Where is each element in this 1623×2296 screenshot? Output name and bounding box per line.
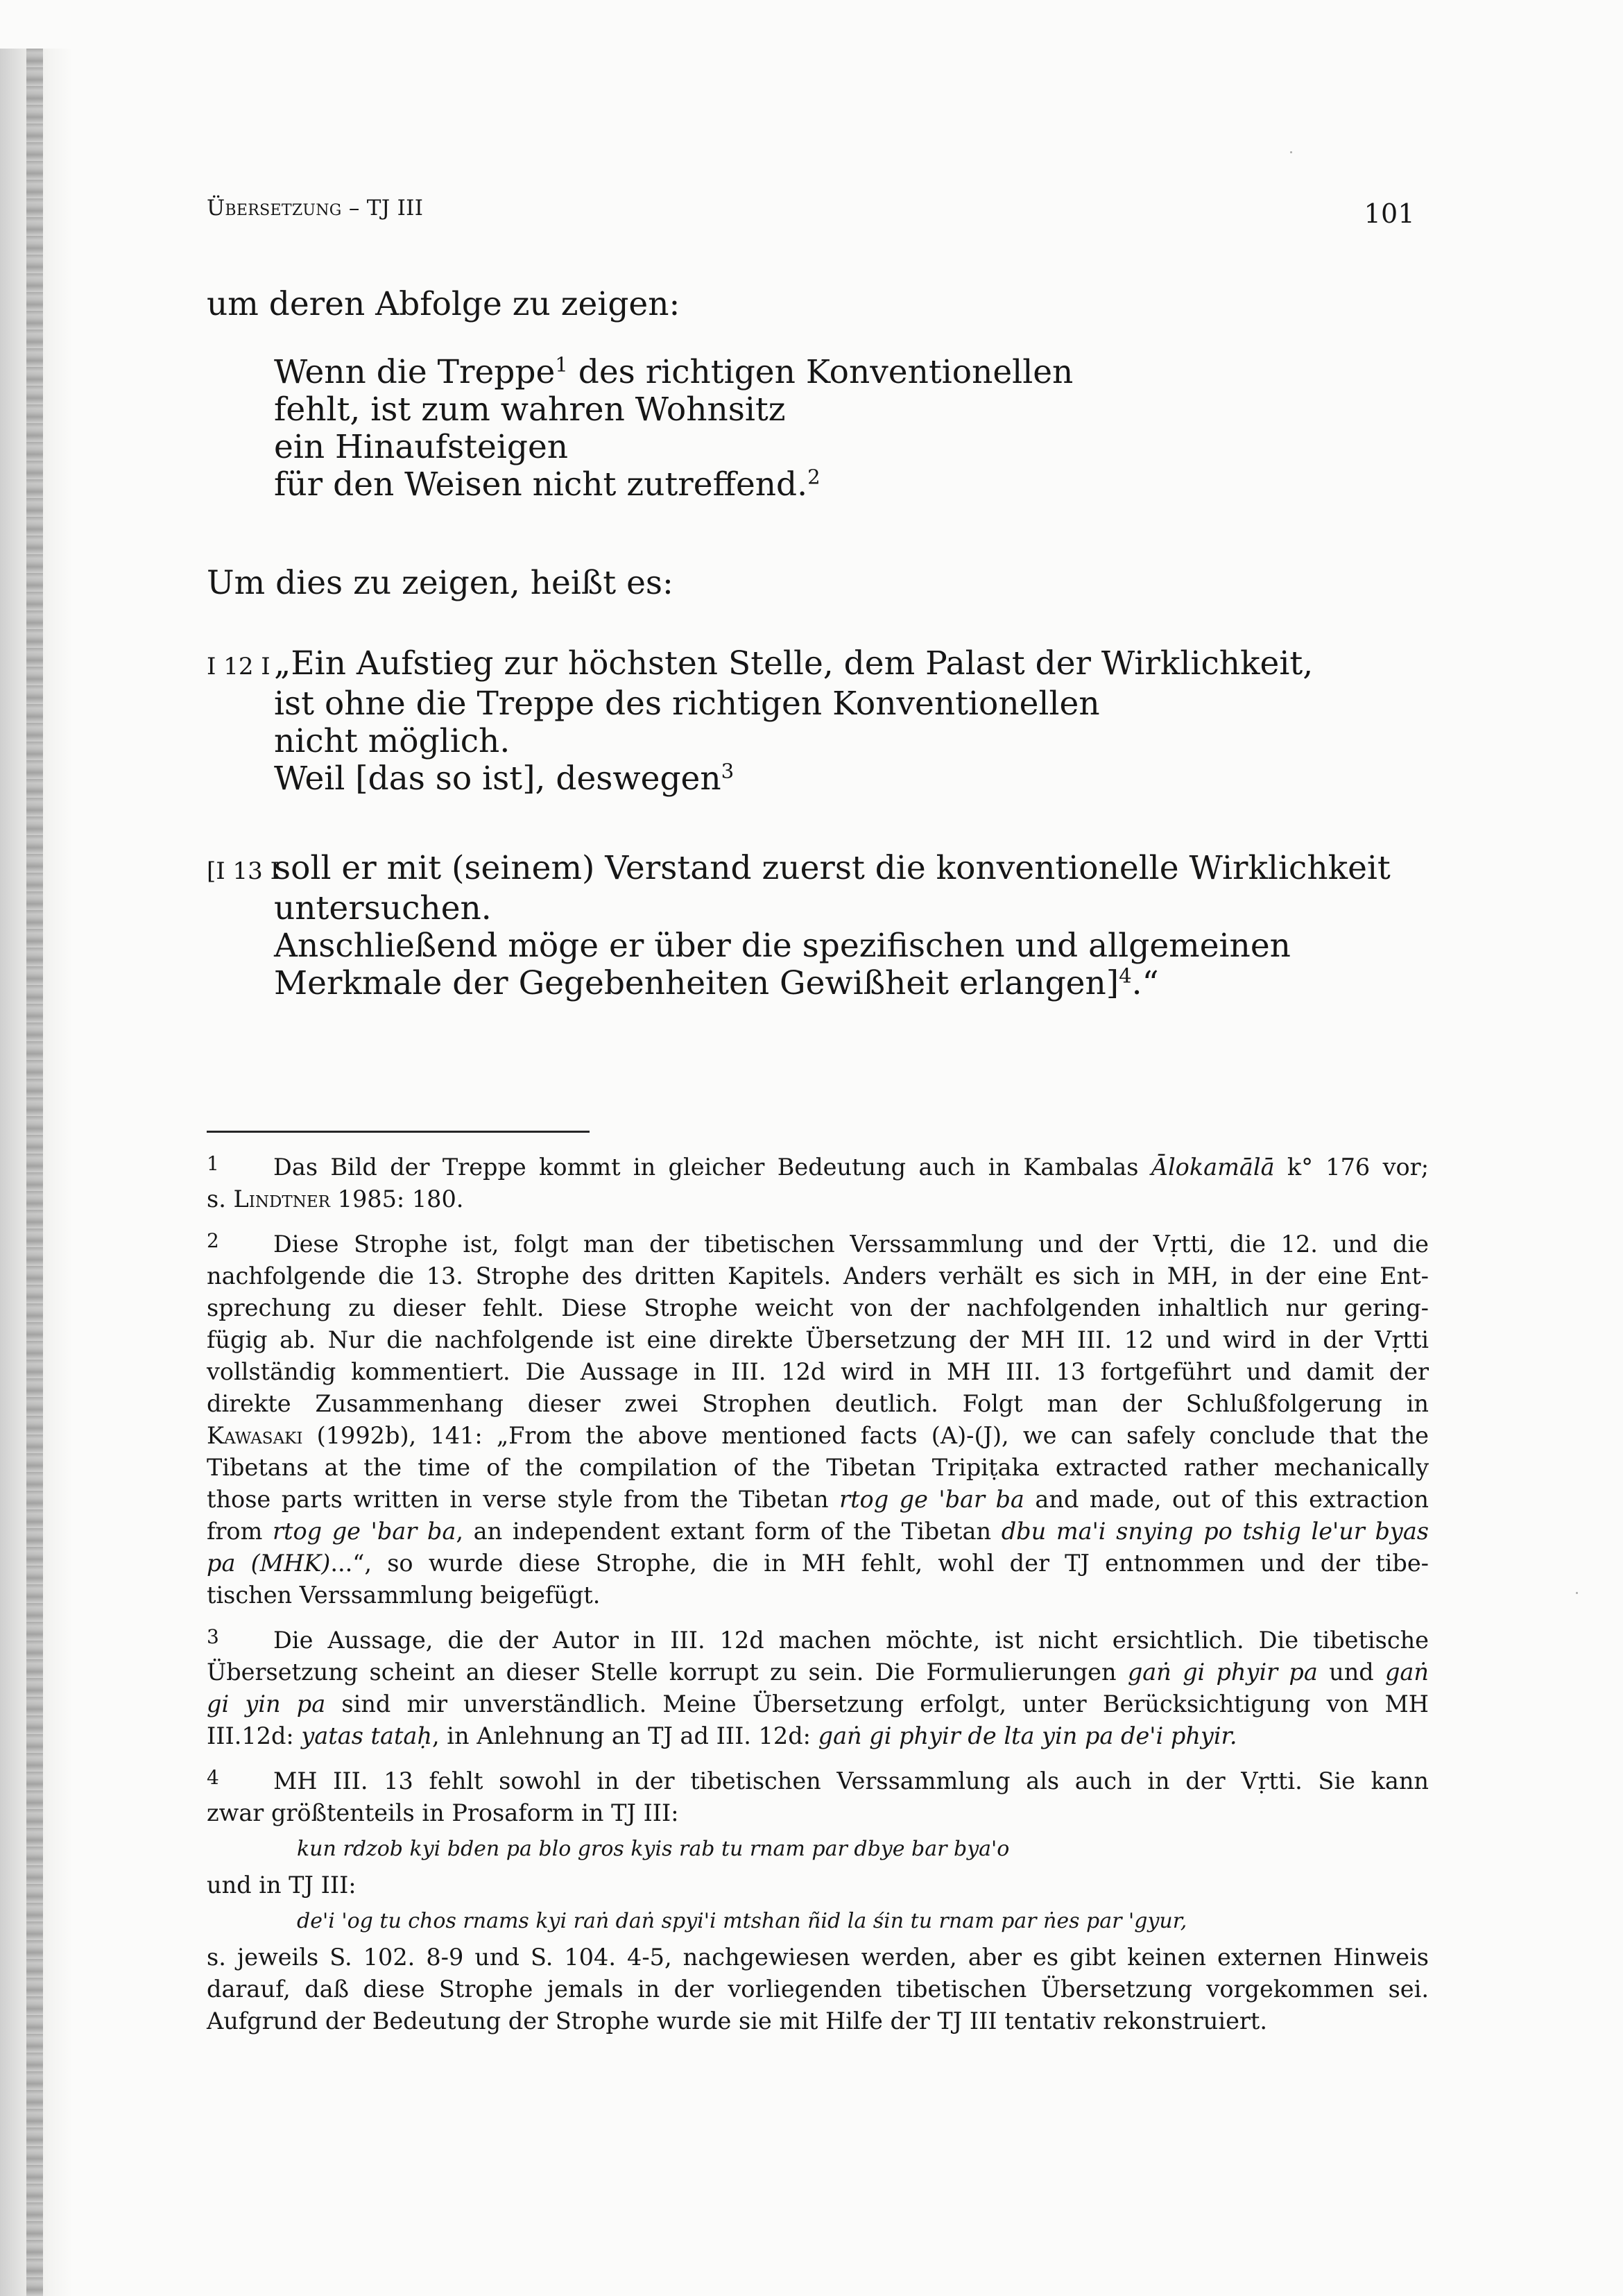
bridge-line: Um dies zu zeigen, heißt es: bbox=[207, 564, 673, 602]
footnote-4-line-1: 4 MH III. 13 fehlt sowohl in der tibetischen Verssammlung als auch in der Vṛtti. Sie kann bbox=[207, 1762, 1429, 1797]
footnote-ref-3: 3 bbox=[721, 759, 735, 783]
footnote-2-line-5: vollständig kommentiert. Die Aussage in III. 12d wird in MH III. 13 fortgeführt und damit der bbox=[207, 1358, 1429, 1385]
stanza-12-line-3: nicht möglich. bbox=[274, 722, 510, 760]
stanza-12-marker: I 12 I bbox=[207, 653, 270, 680]
footnotes bbox=[207, 1148, 1429, 2047]
footnote-2 bbox=[207, 1225, 1429, 1611]
footnote-4-line-4: s. jeweils S. 102. 8-9 und S. 104. 4-5, nachgewiesen werden, aber es gibt keinen externen Hinweis bbox=[207, 1944, 1429, 1971]
footnote-ref-2: 2 bbox=[807, 465, 821, 489]
stanza-13-line-3: Anschließend möge er über die spezifischen und allgemeinen bbox=[274, 927, 1291, 965]
scan-speck bbox=[1290, 151, 1292, 153]
footnote-2-number: 2 bbox=[207, 1229, 219, 1252]
verse-line-2: fehlt, ist zum wahren Wohnsitz bbox=[274, 391, 786, 429]
footnote-3-line-1: 3 Die Aussage, die der Autor in III. 12d machen möchte, ist nicht ersichtlich. Die tibetische bbox=[207, 1621, 1429, 1656]
footnote-4-line-5: darauf, daß diese Strophe jemals in der vorliegenden tibetischen Übersetzung vorgekommen sei. bbox=[207, 1976, 1429, 2003]
scan-speck bbox=[1379, 1498, 1381, 1500]
footnote-2-line-7: Kawasaki (1992b), 141: „From the above mentioned facts (A)-(J), we can safely conclude that the bbox=[207, 1422, 1429, 1449]
author-lindtner: Lindtner bbox=[233, 1185, 330, 1213]
footnote-4 bbox=[207, 1762, 1429, 2037]
page-header bbox=[207, 193, 1422, 228]
stanza-12-line-1: I 12 I „Ein Aufstieg zur höchsten Stelle, dem Palast der Wirklichkeit, bbox=[207, 645, 1455, 685]
footnote-2-line-4: fügig ab. Nur die nachfolgende ist eine direkte Übersetzung der MH III. 12 und wird in der Vṛtti bbox=[207, 1326, 1429, 1353]
footnote-1 bbox=[207, 1148, 1429, 1215]
page-number: 101 bbox=[1364, 198, 1415, 229]
stanza-13-line-1: [I 13 Isoll er mit (seinem) Verstand zuerst die konventionelle Wirklichkeit bbox=[207, 850, 1455, 890]
verse-line-4: für den Weisen nicht zutreffend.$^2$ bbox=[274, 465, 821, 504]
footnote-2-line-9: those parts written in verse style from the Tibetan rtog ge 'bar ba and made, out of this extraction bbox=[207, 1486, 1429, 1513]
footnote-2-line-12: tischen Verssammlung beigefügt. bbox=[207, 1582, 601, 1609]
verse-line-3: ein Hinaufsteigen bbox=[274, 428, 569, 466]
footnote-2-line-11: pa (MHK)...“, so wurde diese Strophe, die in MH fehlt, wohl der TJ entnommen und der tibe- bbox=[207, 1550, 1429, 1577]
stanza-13-marker: [I 13 I bbox=[207, 857, 280, 885]
stanza-13-line-2: untersuchen. bbox=[274, 889, 492, 927]
footnote-2-line-10: from rtog ge 'bar ba, an independent extant form of the Tibetan dbu ma'i snying po tshig le'ur byas bbox=[207, 1518, 1429, 1545]
footnote-2-line-8: Tibetans at the time of the compilation of the Tibetan Tripiṭaka extracted rather mechanically bbox=[207, 1454, 1429, 1481]
footnote-2-line-2: nachfolgende die 13. Strophe des dritten Kapitels. Anders verhält es sich in MH, in der eine Ent- bbox=[207, 1262, 1429, 1290]
binding-edge bbox=[26, 49, 43, 2296]
author-kawasaki: Kawasaki bbox=[207, 1422, 303, 1449]
stanza-13 bbox=[207, 850, 1455, 1002]
footnote-3 bbox=[207, 1621, 1429, 1752]
footnote-3-line-2: Übersetzung scheint an dieser Stelle korrupt zu sein. Die Formulierungen gaṅ gi phyir pa und gaṅ bbox=[207, 1659, 1429, 1686]
footnote-1-line-1: 1 Das Bild der Treppe kommt in gleicher Bedeutung auch in Kambalas Ālokamālā k° 176 vor; bbox=[207, 1148, 1429, 1183]
stanza-12 bbox=[207, 645, 1455, 798]
stanza-13-line-4: Merkmale der Gegebenheiten Gewißheit erlangen]$^4$.“ bbox=[274, 963, 1159, 1002]
footnote-3-number: 3 bbox=[207, 1625, 219, 1648]
footnote-separator bbox=[207, 1131, 590, 1133]
footnote-4-line-6: Aufgrund der Bedeutung der Strophe wurde sie mit Hilfe der TJ III tentativ rekonstruiert. bbox=[207, 2007, 1268, 2034]
footnote-3-line-4: III.12d: yatas tataḥ, in Anlehnung an TJ ad III. 12d: gaṅ gi phyir de lta yin pa de'i phyir. bbox=[207, 1722, 1237, 1749]
footnote-1-number: 1 bbox=[207, 1152, 219, 1175]
footnote-ref-1: 1 bbox=[555, 352, 568, 377]
footnote-3-line-3: gi yin pa sind mir unverständlich. Meine Übersetzung erfolgt, unter Berücksichtigung von MH bbox=[207, 1690, 1429, 1717]
verse-line-1: Wenn die Treppe$^1$ des richtigen Konventionellen bbox=[274, 352, 1074, 391]
tibetan-quote-2: de'i 'og tu chos rnams kyi raṅ daṅ spyi'i mtshan ñid la śin tu rnam par ṅes par 'gyur, bbox=[297, 1909, 1187, 1933]
footnote-2-line-3: sprechung zu dieser fehlt. Diese Strophe weicht von der nachfolgenden inhaltlich nur gering- bbox=[207, 1294, 1429, 1321]
intro-line: um deren Abfolge zu zeigen: bbox=[207, 285, 680, 323]
footnote-ref-4: 4 bbox=[1119, 963, 1132, 988]
scan-speck bbox=[1576, 1592, 1578, 1594]
running-head: Übersetzung – TJ III bbox=[207, 196, 424, 221]
footnote-4-number: 4 bbox=[207, 1766, 219, 1789]
tibetan-quote-1: kun rdzob kyi bden pa blo gros kyis rab tu rnam par dbye bar bya'o bbox=[297, 1837, 1010, 1861]
footnote-2-line-1: 2 Diese Strophe ist, folgt man der tibetischen Verssammlung und der Vṛtti, die 12. und die bbox=[207, 1225, 1429, 1260]
stanza-12-line-2: ist ohne die Treppe des richtigen Konventionellen bbox=[274, 685, 1100, 723]
footnote-4-line-2: zwar größtenteils in Prosaform in TJ III: bbox=[207, 1799, 679, 1826]
verse-block bbox=[274, 354, 1453, 504]
stanza-12-line-4: Weil [das so ist], deswegen$^3$ bbox=[274, 759, 735, 798]
footnote-2-line-6: direkte Zusammenhang dieser zwei Strophen deutlich. Folgt man der Schlußfolgerung in bbox=[207, 1390, 1429, 1417]
footnote-4-line-3: und in TJ III: bbox=[207, 1871, 357, 1899]
footnote-1-line-2: s. Lindtner 1985: 180. bbox=[207, 1185, 464, 1213]
